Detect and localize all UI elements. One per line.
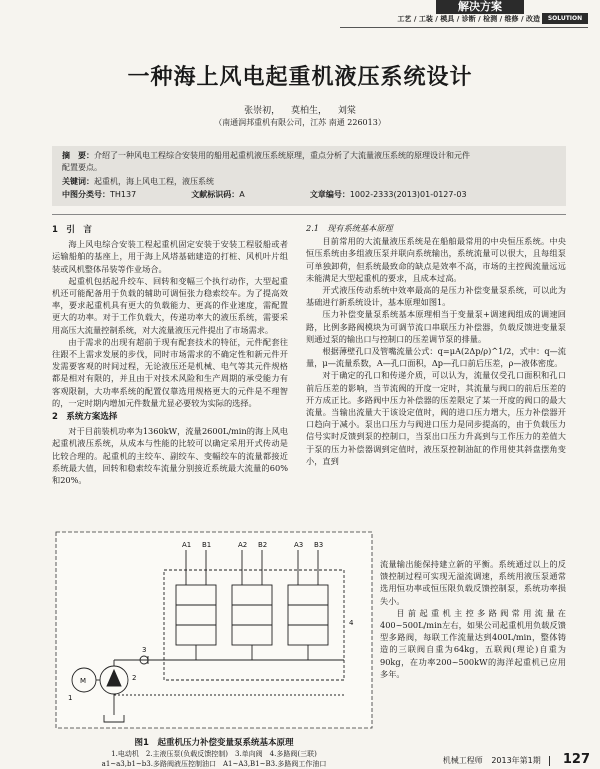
solution-tag: SOLUTION xyxy=(542,13,588,24)
port-label: B2 xyxy=(258,541,268,549)
figure-legend-2: a1~a3,b1~b3.多路阀液压控制油口 A1~A3,B1~B3.多路阀工作油口 xyxy=(101,760,327,768)
port-label: A2 xyxy=(238,541,248,549)
callout-label: 2 xyxy=(132,674,137,682)
port-label: A3 xyxy=(294,541,304,549)
section-heading-intro: 1 引 言 xyxy=(52,225,92,235)
section-heading-scheme: 2 系统方案选择 xyxy=(52,412,118,423)
abstract-line-2: 配置要点。 xyxy=(62,163,102,172)
abstract-line-1 xyxy=(62,150,558,162)
paragraph: 流量输出能保持建立新的平衡。系统通过以上的反馈控制过程可实现无溢流调速，系统用液压泵通常选用恒功率或恒压限负载反馈控制泵，系统功率损失小。 xyxy=(380,559,566,606)
abstract-label: 摘 要： xyxy=(62,151,94,160)
keywords-label: 关键词： xyxy=(62,177,94,186)
paragraph: 对于确定的孔口和传递介质，可以认为，流量仅受孔口面积和孔口前后压差的影响，当节流阀的开度一定时，其流量与阀口的前后压差的开方成正比。多路阀中压力补偿器的压差限定了某一开度的阀口的最大流量。当输出流量大于该设定值时，阀的进口压力增大，压力补偿器开口趋向于减小。泵出口压力与阀进口压力是同步提高的，由于负载压力信号实时反馈到泵的控制口，当泵出口压力升高到与工作压力的差值大于泵的压力补偿器调到定值时，液压泵控制油缸的作用使其斜盘摆角变小，直到 xyxy=(306,370,566,466)
keywords-line xyxy=(62,176,558,188)
figure-caption: 图1 起重机压力补偿变量泵系统基本原理 xyxy=(134,738,294,748)
article-title: 一种海上风电起重机液压系统设计 xyxy=(127,65,473,90)
journal-name: 机械工程师 xyxy=(442,756,483,765)
page-number: 127 xyxy=(562,752,590,767)
paragraph: 目前常用的大流量液压系统是在船舶最常用的中央恒压系统。中央恒压系统由多组液压泵并联向系统输出，系统流量可以很大，且每组泵可单独卸荷，但系统最致命的缺点是效率不高，市场的主控阀流量远远未能满足大型起重机的要求，且成本过高。 xyxy=(306,236,566,283)
paragraph: 开式液压传动系统中效率最高的是压力补偿变量泵系统，可以此为基础进行新系统设计，基本原理如图1。 xyxy=(306,285,566,308)
port-label: A1 xyxy=(182,541,192,549)
paragraph: 海上风电综合安装工程起重机固定安装于安装工程驳船或者运输船舶的基座上，用于海上风塔基础建造的打桩、风机叶片组装或风机整体吊装等作业场合。 xyxy=(52,239,288,274)
port-label: B1 xyxy=(202,541,212,549)
port-label: B3 xyxy=(314,541,324,549)
header-rule xyxy=(340,27,588,28)
article-no-label: 文章编号： xyxy=(309,190,350,199)
page-footer xyxy=(390,752,590,767)
callout-label: 4 xyxy=(349,619,354,627)
journal-issue: 2013年第1期 xyxy=(491,756,541,765)
clc-value: TH137 xyxy=(110,190,137,199)
article-no-value: 1002-2333(2013)01-0127-03 xyxy=(349,190,467,199)
classification-line xyxy=(62,189,558,201)
abstract-rule xyxy=(52,214,566,215)
section-badge: 解决方案 xyxy=(436,0,524,14)
callout-label: 3 xyxy=(142,646,147,654)
motor-label: M xyxy=(80,677,87,685)
paragraph: 起重机包括起升绞车、回转和变幅三个执行动作，大型起重机还可能配备用于负载的辅助可调恒张力稳索绞车。为了提高效率，要求起重机具有更大的负载能力、更高的作业速度，需配置更大的功率。对于工作负载大，传递功率大的液压系统，需要采用高压大流量控制系统，对大流量液压元件提出了市场需求。 xyxy=(52,275,288,335)
paragraph: 目前起重机主控多路阀常用流量在400~500L/min左右，如果公司起重机用负载反馈型多路阀，每联工作流量达到400L/min，整体铸造的三联阀自重为64kg，五联阀(理论)自重为90kg，在功率200~500kW的海洋起重机已应用多年。 xyxy=(380,607,566,679)
left-column xyxy=(52,222,288,486)
right-lower-column xyxy=(380,558,566,680)
callout-label: 1 xyxy=(68,694,73,702)
paragraph: 压力补偿变量泵系统基本原理相当于变量泵+调速阀组成的调速回路，比例多路阀模块为可调节流口串联压力补偿器，负载反馈进变量泵则通过泵的输出口与控制口的压差调节泵的排量。 xyxy=(306,309,566,344)
formula-paragraph: 根据薄壁孔口及管嘴流量公式：q=μA(2Δp/ρ)^1/2，式中：q—流量，μ—流量系数，A—孔口面积，Δp—孔口前后压差，ρ—液体密度。 xyxy=(306,346,566,369)
schematic-frame xyxy=(56,532,372,728)
keywords: 起重机，海上风电工程，液压系统 xyxy=(94,177,214,186)
subsection-heading: 2.1 现有系统基本原理 xyxy=(306,223,393,233)
paragraph: 对于目前装机功率为1360kW，流量2600L/min的海上风电起重机液压系统，从成本与性能的比较可以确定采用开式传动是比较合理的。起重机的主绞车、副绞车、变幅绞车的流量都接近系统最大值，回转和稳索绞车流量分别接近系统最大流量的60%和20%。 xyxy=(52,426,288,486)
category-strip: 工艺 / 工装 / 模具 / 诊断 / 检测 / 维修 / 改造 xyxy=(397,15,540,23)
abstract-text: 介绍了一种风电工程综合安装用的船用起重机液压系统原理，重点分析了大流量液压系统的原理设计和元件 xyxy=(94,151,470,160)
authors: 张崇初， 莫柏生， 刘棠 xyxy=(244,106,356,116)
paragraph: 由于需求的出现有超前于现有配套技术的特征，元件配套往往跟不上需求发展的步伐，同时市场需求的不确定性和新元件开发需要客观的时间过程，无论液压还是机械、电气等其元件规格都是相对有限的，并且由于对技术风险和生产周期的承受能力有客观限制，大功率系统的配置仅靠选用规格更大的元件是不理智的，一定时期内增加元件数量尤显必要较为实际的选择。 xyxy=(52,336,288,408)
doc-code-label: 文献标识码： xyxy=(191,190,240,199)
hydraulic-schematic xyxy=(54,530,374,730)
affiliation: （南通润邦重机有限公司，江苏 南通 226013） xyxy=(214,118,386,127)
doc-code-value: A xyxy=(239,190,245,199)
figure-legend-1: 1.电动机 2.主液压泵(负载反馈控制) 3.单向阀 4.多路阀(三联) xyxy=(111,750,317,758)
right-column xyxy=(306,222,566,467)
footer-divider xyxy=(549,756,550,766)
clc-label: 中图分类号： xyxy=(62,190,110,199)
